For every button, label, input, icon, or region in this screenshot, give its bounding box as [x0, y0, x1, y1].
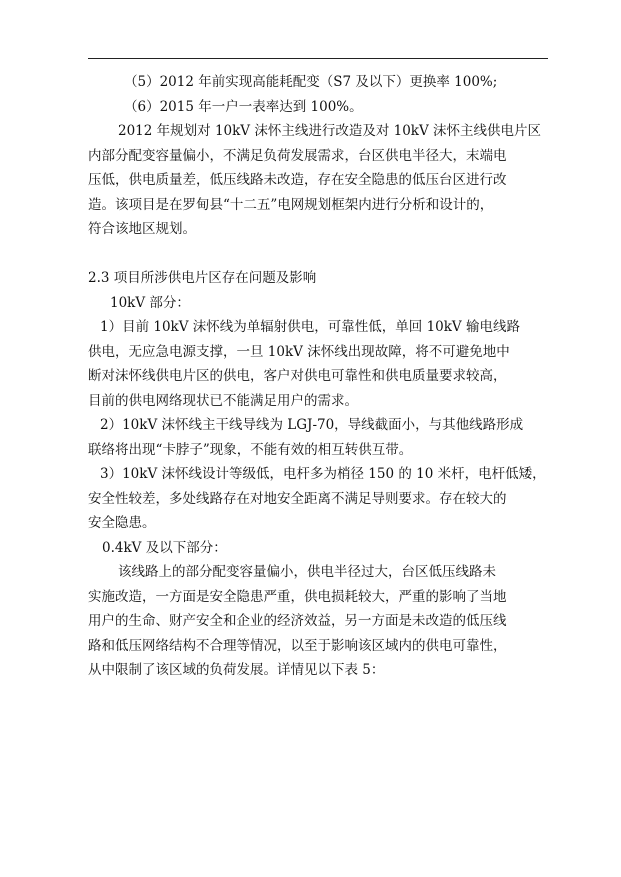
item2-line: 2）10kV 沫怀线主干线导线为 LGJ-70，导线截面小，与其他线路形成	[100, 417, 524, 433]
item2-line: 联络将出现“卡脖子”现象，不能有效的相互转供互带。	[88, 441, 413, 458]
document-body	[88, 70, 548, 683]
header-rule	[88, 58, 548, 59]
item1-line: 1）目前 10kV 沫怀线为单辐射供电，可靠性低，单回 10kV 输电线路	[100, 319, 520, 335]
plan-paragraph-line: 压低，供电质量差，低压线路未改造，存在安全隐患的低压台区进行改	[88, 172, 507, 188]
item1-line: 目前的供电网络现状已不能满足用户的需求。	[88, 392, 358, 409]
plan-paragraph-line: 符合该地区规划。	[88, 221, 196, 237]
item3-line: 安全隐患。	[88, 515, 156, 531]
item1-line: 供电，无应急电源支撑，一旦 10kV 沫怀线出现故障，将不可避免地中	[88, 343, 510, 360]
blank-line	[88, 242, 548, 267]
sub-heading-04kv: 0.4kV 及以下部分：	[102, 539, 227, 556]
item3-line: 3）10kV 沫怀线设计等级低，电杆多为梢径 150 的 10 米杆，电杆低矮，	[100, 466, 546, 482]
item1-line: 断对沫怀线供电片区的供电，客户对供电可靠性和供电质量要求较高，	[88, 368, 507, 384]
paragraph-04kv-line: 该线路上的部分配变容量偏小，供电半径过大，台区低压线路未	[118, 564, 496, 580]
paragraph-04kv-line: 实施改造，一方面是安全隐患严重，供电损耗较大，严重的影响了当地	[88, 588, 507, 605]
paragraph-04kv-line: 用户的生命、财产安全和企业的经济效益，另一方面是未改造的低压线	[88, 613, 507, 629]
plan-paragraph-line: 内部分配变容量偏小，不满足负荷发展需求，台区供电半径大，末端电	[88, 147, 507, 164]
sub-heading-10kv: 10kV 部分：	[110, 294, 190, 311]
paragraph-04kv-line: 路和低压网络结构不合理等情况，以至于影响该区域内的供电可靠性，	[88, 637, 507, 654]
item3-line: 安全性较差，多处线路存在对地安全距离不满足导则要求。存在较大的	[88, 490, 507, 507]
plan-paragraph-line: 2012 年规划对 10kV 沫怀主线进行改造及对 10kV 沫怀主线供电片区	[118, 123, 542, 139]
target-line-5: （5）2012 年前实现高能耗配变（S7 及以下）更换率 100%;	[124, 74, 498, 90]
plan-paragraph-line: 造。该项目是在罗甸县“十二五”电网规划框架内进行分析和设计的，	[88, 196, 494, 213]
paragraph-04kv-line: 从中限制了该区域的负荷发展。详情见以下表 5：	[88, 662, 385, 678]
target-line-6: （6）2015 年一户一表率达到 100%。	[124, 98, 363, 115]
section-heading: 2.3 项目所涉供电片区存在问题及影响	[88, 270, 317, 286]
